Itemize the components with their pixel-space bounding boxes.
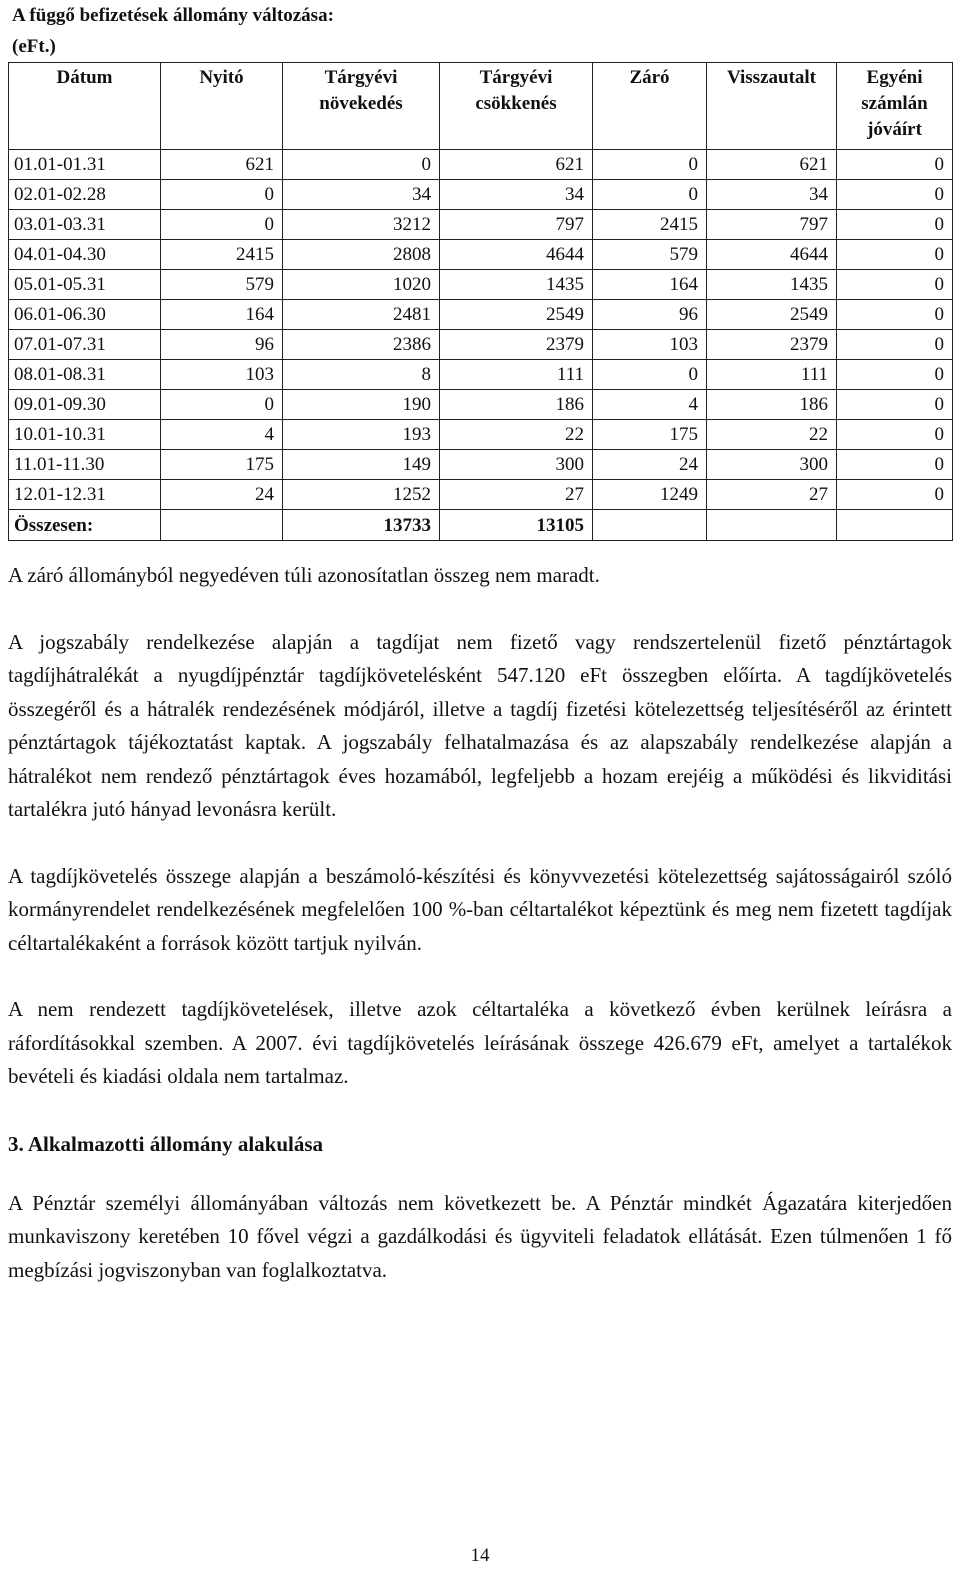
pending-payments-table xyxy=(8,62,953,541)
cell-date: 05.01-05.31 xyxy=(9,270,161,300)
cell-date: 08.01-08.31 xyxy=(9,360,161,390)
cell-decrease: 111 xyxy=(440,360,593,390)
cell-opening: 96 xyxy=(161,330,283,360)
cell-opening: 621 xyxy=(161,150,283,180)
cell-growth: 149 xyxy=(283,450,440,480)
table-row xyxy=(9,330,953,360)
cell-closing: 2415 xyxy=(593,210,707,240)
table-row xyxy=(9,180,953,210)
col-header-growth: Tárgyévi növekedés xyxy=(283,63,440,150)
table-row xyxy=(9,360,953,390)
cell-closing: 24 xyxy=(593,450,707,480)
cell-closing: 0 xyxy=(593,180,707,210)
cell-date: 03.01-03.31 xyxy=(9,210,161,240)
cell-decrease: 2379 xyxy=(440,330,593,360)
cell-credited: 0 xyxy=(837,180,953,210)
cell-opening: 175 xyxy=(161,450,283,480)
cell-refunded: 1435 xyxy=(707,270,837,300)
cell-refunded: 27 xyxy=(707,480,837,510)
table-row xyxy=(9,150,953,180)
cell-date: 06.01-06.30 xyxy=(9,300,161,330)
cell-decrease: 2549 xyxy=(440,300,593,330)
table-body xyxy=(9,150,953,510)
cell-opening: 579 xyxy=(161,270,283,300)
cell-closing: 96 xyxy=(593,300,707,330)
cell-credited: 0 xyxy=(837,360,953,390)
cell-decrease: 34 xyxy=(440,180,593,210)
cell-refunded: 22 xyxy=(707,420,837,450)
table-title xyxy=(8,0,952,62)
cell-date: 11.01-11.30 xyxy=(9,450,161,480)
cell-opening: 164 xyxy=(161,300,283,330)
cell-refunded: 300 xyxy=(707,450,837,480)
cell-refunded: 186 xyxy=(707,390,837,420)
table-row xyxy=(9,270,953,300)
cell-refunded: 4644 xyxy=(707,240,837,270)
total-label: Összesen: xyxy=(9,510,161,541)
total-refunded xyxy=(707,510,837,541)
cell-date: 10.01-10.31 xyxy=(9,420,161,450)
cell-decrease: 797 xyxy=(440,210,593,240)
cell-refunded: 2549 xyxy=(707,300,837,330)
cell-opening: 4 xyxy=(161,420,283,450)
cell-decrease: 22 xyxy=(440,420,593,450)
cell-credited: 0 xyxy=(837,420,953,450)
table-header-row xyxy=(9,63,953,150)
cell-closing: 579 xyxy=(593,240,707,270)
total-credited xyxy=(837,510,953,541)
cell-growth: 190 xyxy=(283,390,440,420)
cell-growth: 8 xyxy=(283,360,440,390)
table-row xyxy=(9,300,953,330)
cell-credited: 0 xyxy=(837,150,953,180)
cell-decrease: 300 xyxy=(440,450,593,480)
cell-date: 12.01-12.31 xyxy=(9,480,161,510)
col-header-decrease: Tárgyévi csökkenés xyxy=(440,63,593,150)
cell-decrease: 27 xyxy=(440,480,593,510)
cell-decrease: 1435 xyxy=(440,270,593,300)
table-row xyxy=(9,450,953,480)
cell-growth: 0 xyxy=(283,150,440,180)
total-opening xyxy=(161,510,283,541)
cell-refunded: 2379 xyxy=(707,330,837,360)
cell-opening: 0 xyxy=(161,210,283,240)
cell-credited: 0 xyxy=(837,480,953,510)
cell-closing: 0 xyxy=(593,150,707,180)
paragraph-membership-fee-arrears: A jogszabály rendelkezése alapján a tagdíjat nem fizető vagy rendszertelenül fizető pénztártagok tagdíjhátralékát a nyugdíjpénztár tagdíjkövetelésként 547.120 eFt összegben előírta. A tagdíjkövetelés összegéről és a hátralék rendezésének módjáról, illetve a tagdíj fizetési kötelezettség teljesítéséről az érintett pénztártagok tájékoztatást kaptak. A jogszabály felhatalmazása és az alapszabály rendelkezése alapján a hátralékot nem rendező pénztártagok éves hozamából, legfeljebb a hozam erejéig a működési és likviditási tartalékra jutó hányad levonásra került. xyxy=(8,629,952,821)
cell-refunded: 621 xyxy=(707,150,837,180)
table-row xyxy=(9,420,953,450)
cell-opening: 0 xyxy=(161,180,283,210)
cell-opening: 103 xyxy=(161,360,283,390)
cell-credited: 0 xyxy=(837,390,953,420)
cell-closing: 175 xyxy=(593,420,707,450)
cell-closing: 0 xyxy=(593,360,707,390)
cell-growth: 2386 xyxy=(283,330,440,360)
col-header-refunded: Visszautalt xyxy=(707,63,837,150)
cell-date: 09.01-09.30 xyxy=(9,390,161,420)
cell-opening: 24 xyxy=(161,480,283,510)
total-row xyxy=(9,510,953,541)
total-closing xyxy=(593,510,707,541)
cell-closing: 164 xyxy=(593,270,707,300)
cell-refunded: 34 xyxy=(707,180,837,210)
cell-growth: 2808 xyxy=(283,240,440,270)
col-header-date: Dátum xyxy=(9,63,161,150)
table-row xyxy=(9,390,953,420)
cell-growth: 193 xyxy=(283,420,440,450)
cell-decrease: 621 xyxy=(440,150,593,180)
cell-closing: 103 xyxy=(593,330,707,360)
cell-credited: 0 xyxy=(837,210,953,240)
cell-growth: 1020 xyxy=(283,270,440,300)
cell-growth: 3212 xyxy=(283,210,440,240)
paragraph-provision: A tagdíjkövetelés összege alapján a beszámoló-készítési és könyvvezetési kötelezettség sajátosságairól szóló kormányrendelet rendelkezésének megfelelően 100 %-ban céltartalékot képeztünk és meg nem fizetett tagdíjak céltartalékaként a források között tartjuk nyilván. xyxy=(8,863,952,955)
col-header-closing: Záró xyxy=(593,63,707,150)
cell-date: 07.01-07.31 xyxy=(9,330,161,360)
cell-closing: 4 xyxy=(593,390,707,420)
cell-growth: 1252 xyxy=(283,480,440,510)
table-row xyxy=(9,240,953,270)
document-page xyxy=(8,0,952,1287)
col-header-opening: Nyitó xyxy=(161,63,283,150)
cell-refunded: 797 xyxy=(707,210,837,240)
table-row xyxy=(9,480,953,510)
cell-opening: 2415 xyxy=(161,240,283,270)
paragraph-closing-balance: A záró állományból negyedéven túli azonosítatlan összeg nem maradt. xyxy=(8,563,600,587)
cell-date: 04.01-04.30 xyxy=(9,240,161,270)
cell-growth: 34 xyxy=(283,180,440,210)
section-heading-staff: 3. Alkalmazotti állomány alakulása xyxy=(8,1131,324,1156)
cell-credited: 0 xyxy=(837,240,953,270)
paragraph-staff: A Pénztár személyi állományában változás nem következett be. A Pénztár mindkét Ágazatára kiterjedően munkaviszony keretében 10 fővel végzi a gazdálkodási és ügyviteli feladatok ellátását. Ezen túlmenően 1 fő megbízási jogviszonyban van foglalkoztatva. xyxy=(8,1190,952,1282)
cell-date: 01.01-01.31 xyxy=(9,150,161,180)
cell-credited: 0 xyxy=(837,330,953,360)
cell-refunded: 111 xyxy=(707,360,837,390)
cell-opening: 0 xyxy=(161,390,283,420)
cell-closing: 1249 xyxy=(593,480,707,510)
total-growth: 13733 xyxy=(283,510,440,541)
cell-date: 02.01-02.28 xyxy=(9,180,161,210)
col-header-credited: Egyéni számlán jóváírt xyxy=(837,63,953,150)
paragraph-write-off: A nem rendezett tagdíjkövetelések, illetve azok céltartaléka a következő évben kerülnek leírásra a ráfordításokkal szemben. A 2007. évi tagdíjkövetelés leírásának összege 426.679 eFt, amelyet a tartalékok bevételi és kiadási oldala nem tartalmaz. xyxy=(8,997,952,1088)
table-title-line-2: (eFt.) xyxy=(12,36,56,57)
cell-growth: 2481 xyxy=(283,300,440,330)
cell-decrease: 186 xyxy=(440,390,593,420)
cell-credited: 0 xyxy=(837,450,953,480)
cell-decrease: 4644 xyxy=(440,240,593,270)
page-number: 14 xyxy=(470,1545,490,1566)
table-row xyxy=(9,210,953,240)
cell-credited: 0 xyxy=(837,270,953,300)
total-decrease: 13105 xyxy=(440,510,593,541)
table-title-line-1: A függő befizetések állomány változása: xyxy=(12,5,334,26)
cell-credited: 0 xyxy=(837,300,953,330)
